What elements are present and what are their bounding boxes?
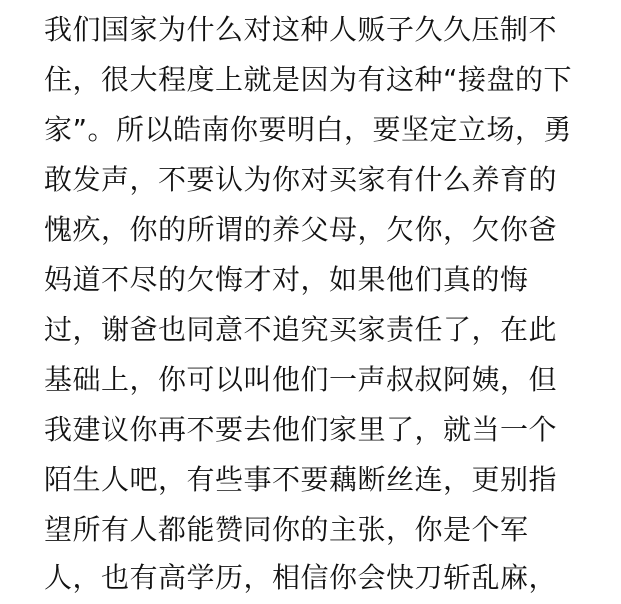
text-line-4: 敢发声，不要认为你对买家有什么养育的	[44, 163, 558, 196]
text-line-3: 家”。所以皓南你要明白，要坚定立场，勇	[44, 113, 573, 146]
text-line-8: 基础上，你可以叫他们一声叔叔阿姨，但	[44, 363, 558, 396]
text-line-11: 望所有人都能赞同你的主张，你是个军	[44, 513, 529, 546]
text-line-10: 陌生人吧，有些事不要藕断丝连，更别指	[44, 463, 558, 496]
text-line-5: 愧疚，你的所谓的养父母，欠你，欠你爸	[44, 213, 558, 246]
text-line-2: 住，很大程度上就是因为有这种“接盘的下	[44, 63, 573, 96]
text-line-7: 过，谢爸也同意不追究买家责任了，在此	[44, 313, 558, 346]
text-line-9: 我建议你再不要去他们家里了，就当一个	[44, 413, 558, 446]
text-line-6: 妈道不尽的欠悔才对，如果他们真的悔	[44, 263, 529, 296]
text-line-12: 人，也有高学历，相信你会快刀斩乱麻，	[44, 561, 558, 594]
text-line-1: 我们国家为什么对这种人贩子久久压制不	[44, 13, 558, 46]
